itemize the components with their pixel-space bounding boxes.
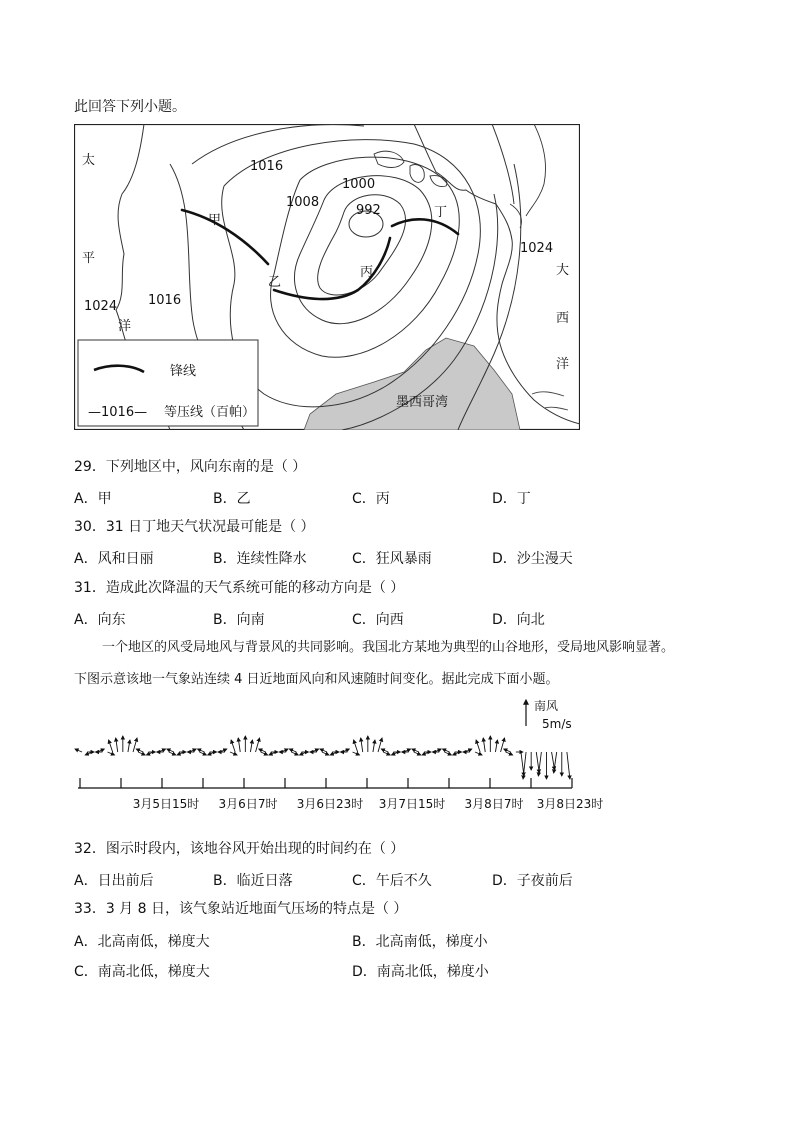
wind-arrow [85, 752, 92, 755]
wind-arrows [75, 736, 570, 779]
legend-front-label: 锋线 [170, 364, 197, 379]
wind-arrow [523, 752, 526, 779]
wind-arrow [300, 752, 307, 755]
wind-arrow [538, 752, 541, 776]
wind-arrow [97, 749, 104, 752]
wind-chart [74, 696, 614, 816]
map-label-gulf: 墨西哥湾 [396, 395, 449, 410]
wind-tick-label-4: 3月7日15时 [378, 797, 446, 811]
wind-arrow [238, 738, 240, 752]
wind-arrow [475, 752, 482, 755]
q32-option-b[interactable]: B．临近日落 [213, 873, 293, 889]
q29-option-c[interactable]: C．丙 [352, 491, 390, 507]
wind-tick-label-2: 3月6日7时 [218, 797, 278, 811]
map-label-yang-west: 洋 [118, 319, 132, 334]
wind-tick-label-5: 3月8日7时 [464, 797, 524, 811]
wind-arrow [136, 749, 143, 752]
wind-arrow [412, 749, 419, 752]
q30-option-d[interactable]: D．沙尘漫天 [492, 551, 573, 567]
wind-arrow [159, 749, 166, 752]
wind-arrow [483, 738, 485, 752]
wind-arrow [291, 752, 298, 755]
q29-options [74, 488, 734, 506]
q31-option-c[interactable]: C．向西 [352, 612, 404, 628]
passage-line-2: 下图示意该地一气象站连续 4 日近地面风向和风速随时间变化。据此完成下面小题。 [74, 672, 559, 687]
wind-arrow [269, 752, 276, 755]
q29-stem: 29．下列地区中，风向东南的是（ ） [74, 459, 307, 475]
wind-arrow [453, 752, 460, 755]
wind-arrow [361, 738, 363, 752]
wind-arrow [230, 752, 237, 755]
wind-arrow [434, 749, 441, 752]
wind-arrow [199, 752, 206, 755]
wind-arrow [353, 752, 360, 755]
wind-arrow [476, 740, 480, 752]
map-label-jia: 甲 [208, 213, 222, 228]
wind-arrow [312, 749, 319, 752]
wind-arrow [289, 749, 296, 752]
wind-arrow [220, 749, 227, 752]
wind-arrow [256, 738, 260, 752]
map-label-iso-1016-b: 1016 [148, 293, 182, 308]
wind-arrow [108, 752, 115, 755]
map-label-iso-1008: 1008 [286, 195, 320, 210]
wind-arrow [320, 749, 327, 752]
wind-arrow [189, 749, 196, 752]
wind-arrow [281, 749, 288, 752]
q30-stem: 30．31 日丁地天气状况最可能是（ ） [74, 519, 315, 535]
q31-options [74, 609, 734, 627]
map-label-iso-1016-a: 1016 [250, 159, 284, 174]
wind-arrow [75, 749, 82, 752]
map-label-ping: 平 [82, 251, 96, 266]
q33-options-row1 [74, 931, 734, 949]
wind-legend-direction: 南风 [534, 699, 559, 713]
wind-arrow [444, 752, 451, 755]
wind-tick-labels [133, 796, 604, 811]
q30-options [74, 548, 734, 566]
wind-arrow [381, 749, 388, 752]
q30-option-b[interactable]: B．连续性降水 [213, 551, 307, 567]
wind-arrow [504, 749, 511, 752]
q32-stem: 32．图示时段内，该地谷风开始出现的时间约在（ ） [74, 841, 405, 857]
q31-stem: 31．造成此次降温的天气系统可能的移动方向是（ ） [74, 580, 405, 596]
wind-arrow [443, 749, 450, 752]
wind-arrow [501, 738, 505, 752]
wind-arrow [506, 752, 513, 755]
wind-arrow [133, 738, 137, 752]
wind-arrow [231, 740, 235, 752]
wind-arrow [128, 740, 130, 752]
q33-option-d[interactable]: D．南高北低，梯度小 [352, 964, 489, 980]
q32-options [74, 870, 734, 888]
map-label-bing: 丙 [360, 265, 374, 280]
intro-tail: 此回答下列小题。 [74, 99, 186, 115]
wind-arrow [322, 752, 329, 755]
q31-option-d[interactable]: D．向北 [492, 612, 545, 628]
map-label-da: 大 [556, 263, 570, 278]
legend-isobar-sample: —1016— [88, 405, 148, 420]
q33-options-row2 [74, 961, 734, 979]
wind-arrow [342, 749, 349, 752]
map-label-yang-east: 洋 [556, 357, 570, 372]
map-label-yi: 乙 [268, 275, 282, 290]
wind-tick-label-1: 3月5日15时 [132, 797, 200, 811]
q31-option-a[interactable]: A．向东 [74, 612, 126, 628]
wind-arrow [138, 752, 145, 755]
wind-arrow [169, 752, 176, 755]
wind-arrow [567, 752, 570, 779]
q29-option-b[interactable]: B．乙 [213, 491, 251, 507]
wind-arrow [259, 749, 266, 752]
wind-arrow [383, 752, 390, 755]
q33-option-a[interactable]: A．北高南低，梯度大 [74, 934, 210, 950]
weather-map [74, 124, 580, 430]
map-legend [78, 340, 258, 426]
wind-arrow [208, 752, 215, 755]
wind-arrow [373, 740, 375, 752]
legend-isobar-label: 等压线（百帕） [164, 405, 256, 420]
q30-option-c[interactable]: C．狂风暴雨 [352, 551, 432, 567]
map-label-tai: 太 [82, 153, 96, 168]
wind-arrow [465, 749, 472, 752]
wind-legend-speed: 5m/s [542, 717, 572, 731]
q31-option-b[interactable]: B．向南 [213, 612, 265, 628]
wind-arrow [378, 738, 382, 752]
wind-arrow [109, 740, 113, 752]
wind-arrow [554, 752, 557, 773]
wind-arrow [330, 752, 337, 755]
wind-ticks [80, 778, 572, 788]
map-label-ding: 丁 [434, 205, 448, 220]
map-label-iso-1000: 1000 [342, 177, 376, 192]
map-label-iso-1024-west: 1024 [84, 299, 118, 314]
q29-option-a[interactable]: A．甲 [74, 491, 112, 507]
wind-arrow [404, 749, 411, 752]
q33-option-c[interactable]: C．南高北低，梯度大 [74, 964, 210, 980]
wind-tick-label-3: 3月6日23时 [296, 797, 364, 811]
q33-option-b[interactable]: B．北高南低，梯度小 [352, 934, 488, 950]
wind-arrow [177, 752, 184, 755]
wind-tick-label-6: 3月8日23时 [536, 797, 604, 811]
q33-stem: 33．3 月 8 日，该气象站近地面气压场的特点是（ ） [74, 901, 408, 917]
map-label-iso-992: 992 [356, 203, 381, 218]
wind-arrow [116, 738, 118, 752]
wind-arrow [167, 749, 174, 752]
wind-arrow [391, 752, 398, 755]
wind-arrow [354, 740, 358, 752]
wind-arrow [261, 752, 268, 755]
map-label-iso-1024-east: 1024 [520, 241, 554, 256]
q32-option-a[interactable]: A．日出前后 [74, 873, 154, 889]
q32-option-d[interactable]: D．子夜前后 [492, 873, 573, 889]
q32-option-c[interactable]: C．午后不久 [352, 873, 432, 889]
map-label-xi: 西 [556, 311, 570, 326]
wind-arrow [495, 740, 497, 752]
wind-arrow [198, 749, 205, 752]
wind-arrow [422, 752, 429, 755]
q29-option-d[interactable]: D．丁 [492, 491, 531, 507]
wind-arrow [146, 752, 153, 755]
passage-line-1: 一个地区的风受局地风与背景风的共同影响。我国北方某地为典型的山谷地形，受局地风影响显著。 [102, 640, 675, 655]
wind-arrow [250, 740, 252, 752]
wind-arrow [414, 752, 421, 755]
q30-option-a[interactable]: A．风和日丽 [74, 551, 154, 567]
